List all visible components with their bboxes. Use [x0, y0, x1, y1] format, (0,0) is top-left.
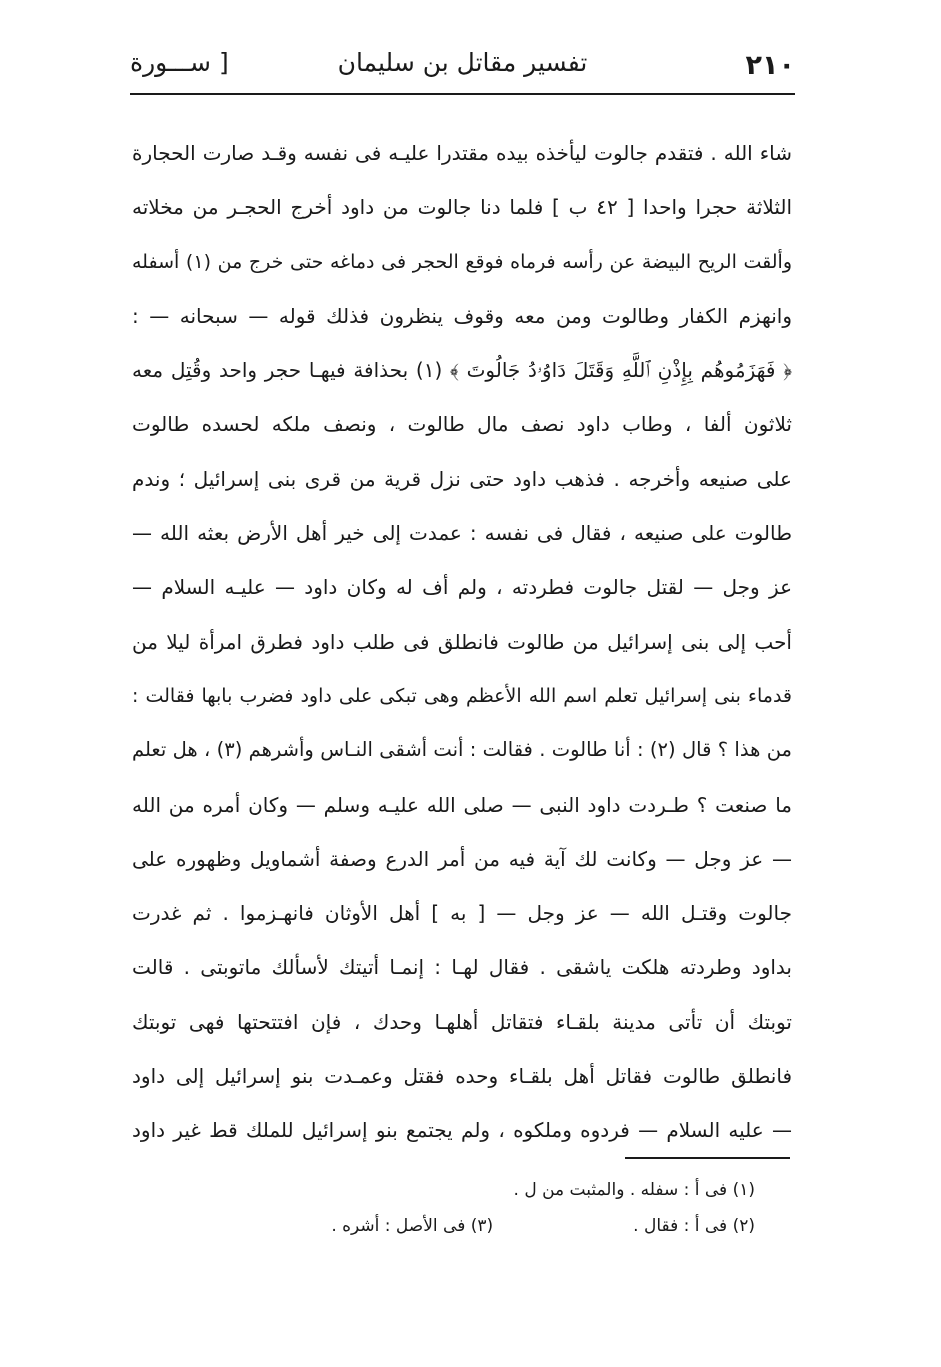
- header-rule: [130, 93, 795, 95]
- text-line: ثلاثون ألفا ، وطاب داود نصف مال طالوت ، ونصف ملكه لحسده طالوت: [132, 412, 792, 437]
- footnote-row: [280, 1208, 755, 1244]
- footnotes: [280, 1172, 755, 1244]
- page-number: ٢١٠: [745, 50, 795, 81]
- body-text: [132, 126, 792, 1158]
- footnote-2: (٢) فى أ : فقال .: [633, 1216, 755, 1236]
- text-line: بداود وطردته هلكت ياشقى . فقال لهـا : إنمـا أتيتك لأسألك ماتوبتى . قالت: [132, 955, 792, 980]
- footnote-rule: [625, 1157, 790, 1159]
- section-label: [ ســـورة: [130, 48, 229, 77]
- text-line: الثلاثة حجرا واحدا [ ٤٢ ب ] فلما دنا جالوت من داود أخرج الحجـر من مخلاته: [132, 195, 792, 220]
- text-line: أحب إلى بنى إسرائيل من طالوت فانطلق فى طلب داود فطرق امرأة ليلا من: [132, 629, 792, 654]
- quran-verse-line: ﴿ فَهَزَمُوهُم بِإِذْنِ ٱللَّهِ وَقَتَلَ دَاوُۥدُ جَالُوتَ ﴾ (١) بحذافة فيهـا حجر واحد وقُتِل معه: [132, 358, 792, 383]
- text-line: وانهزم الكفار وطالوت ومن معه وقوف ينظرون فذلك قوله — سبحانه — :: [132, 303, 792, 328]
- text-line: قدماء بنى إسرائيل تعلم اسم الله الأعظم وهى تبكى على داود فضرب بابها فقالت :: [132, 684, 792, 707]
- text-line: فانطلق طالوت فقاتل أهل بلقـاء وحده فقتل وعمـدت بنو إسرائيل إلى داود: [132, 1064, 792, 1089]
- page-header: [130, 38, 795, 90]
- text-line: — عليه السلام — فردوه وملكوه ، ولم يجتمع بنو إسرائيل للملك قط غير داود: [132, 1118, 792, 1143]
- text-line: شاء الله . فتقدم جالوت ليأخذه بيده مقتدرا عليـه فى نفسه وقـد صارت الحجارة: [132, 141, 792, 165]
- footnote-3: (٣) فى الأصل : أشره .: [331, 1216, 494, 1236]
- text-line: وألقت الريح البيضة عن رأسه فرماه فوقع الحجر فى دماغه حتى خرج من (١) أسفله: [132, 250, 792, 273]
- text-line: — عز وجل — وكانت لك آية فيه من أمر الدرع وصفة أشماويل وظهوره على: [132, 846, 792, 871]
- text-line: توبتك أن تأتى مدينة بلقـاء فتقاتل أهلهـا وحدك ، فإن افتتحتها فهى توبتك: [132, 1009, 792, 1034]
- footnote-1: (١) فى أ : سفله . والمثبت من ل .: [513, 1180, 755, 1200]
- text-line: على صنيعه وأخرجه . فذهب داود حتى نزل قرية من قرى بنى إسرائيل ؛ وندم: [132, 466, 792, 491]
- text-line: جالوت وقتـل الله — عز وجل — [ به ] أهل الأوثان فانهـزموا . ثم غدرت: [132, 901, 792, 926]
- text-line: طالوت على صنيعه ، فقال فى نفسه : عمدت إلى خير أهل الأرض بعثه الله —: [132, 521, 792, 546]
- text-line: ما صنعت ؟ طـردت داود النبى — صلى الله عليـه وسلم — وكان أمره من الله: [132, 792, 792, 817]
- text-line: عز وجل — لقتل جالوت فطردته ، ولم أف له وكان داود — عليـه السلام —: [132, 575, 792, 600]
- text-line: من هذا ؟ قال (٢) : أنا طالوت . فقالت : أنت أشقى النـاس وأشرهم (٣) ، هل تعلم: [132, 738, 792, 762]
- running-title: تفسير مقاتل بن سليمان: [337, 48, 588, 77]
